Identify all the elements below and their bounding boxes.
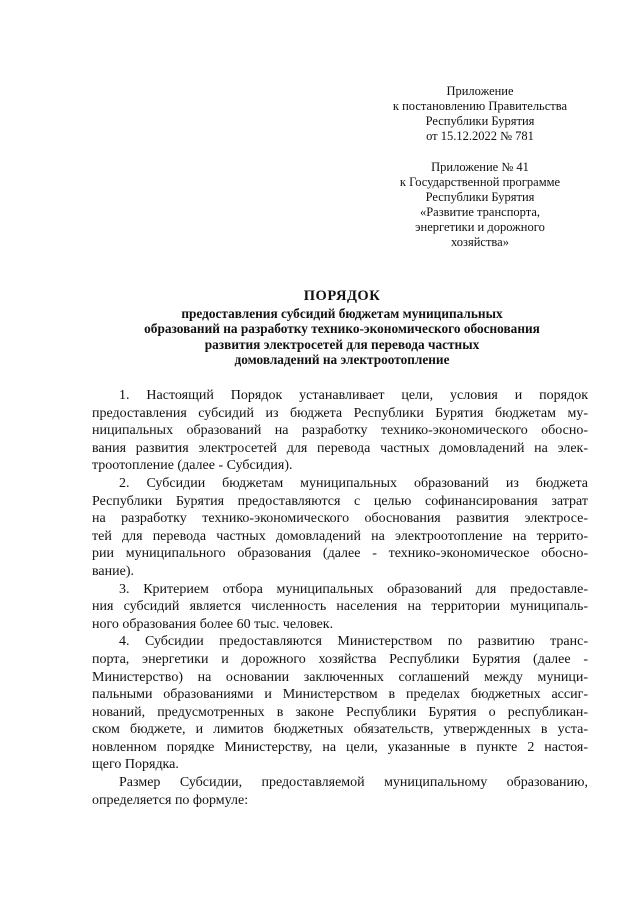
program-header-line: Республики Бурятия [425,190,535,204]
text-line: ния субсидий является численность населения на территории муниципаль- [92,599,588,615]
text-line: нований, предусмотренных в законе Республики Бурятия о республикан- [92,704,588,720]
title-subtitle-line: предоставления субсидий бюджетам муниципальных [181,305,503,321]
text-line: 1. Настоящий Порядок устанавливает цели, условия и порядок [119,388,588,403]
text-line: ного образования более 60 тыс. человек. [92,616,334,632]
text-line: Размер Субсидии, предоставляемой муниципальному образованию, [119,775,588,791]
text-line: ском бюджете, и лимитов бюджетных обязательств, утвержденных в уста- [92,722,588,738]
text-line: пальными образованиями и Министерством в пределах бюджетных ассиг- [92,687,588,703]
paragraph-1 [92,387,588,475]
paragraph-3 [92,581,588,634]
program-header-line: «Развитие транспорта, [419,205,541,219]
document-title [80,289,604,368]
paragraph-5 [92,774,588,809]
appendix-header-line: от 15.12.2022 № 781 [426,129,534,143]
paragraph-4 [92,633,588,774]
appendix-header-line: Республики Бурятия [425,114,535,128]
text-line: новленном порядке Министерству, на цели, указанные в пункте 2 настоя- [92,739,588,755]
text-line: 2. Субсидии бюджетам муниципальных образований из бюджета [119,475,588,491]
program-header-line: Приложение № 41 [431,160,529,174]
program-header [360,160,600,250]
title-subtitle-line: домовладений на электроотопление [234,352,450,368]
text-line: троотопление (далее - Субсидия). [92,458,293,474]
text-line: ниципальных образований на разработку технико-экономического обосно- [92,423,588,439]
title-subtitle-line: развития электросетей для перевода частных [204,336,480,352]
text-line: вания развития электросетей для перевода частных домовладений на элек- [92,440,588,456]
title-main: ПОРЯДОК [303,288,381,304]
text-line: порта, энергетики и дорожного хозяйства Республики Бурятия (далее - [92,651,588,667]
text-line: Республики Бурятия предоставляются с целью софинансирования затрат [92,493,588,509]
document-body [92,387,588,809]
text-line: 4. Субсидии предоставляются Министерством по развитию транс- [119,634,588,650]
text-line: щего Порядка. [92,757,179,773]
program-header-line: к Государственной программе [399,175,561,189]
text-line: определяется по формуле: [92,792,249,808]
appendix-header-line: Приложение [446,84,514,98]
text-line: на разработку технико-экономического обоснования развития электросе- [92,511,588,527]
text-line: рии муниципального образования (далее - технико-экономическое обосно- [92,546,588,562]
text-line: тей для перевода частных домовладений на электроотопление на террито- [92,528,588,544]
appendix-header-line: к постановлению Правительства [392,99,568,113]
text-line: 3. Критерием отбора муниципальных образований для предоставле- [119,581,588,597]
program-header-line: энергетики и дорожного [415,220,545,234]
program-header-line: хозяйства» [451,235,509,249]
title-subtitle-line: образований на разработку технико-экономического обоснования [144,321,540,337]
paragraph-2 [92,475,588,581]
text-line: предоставления субсидий из бюджета Республики Бурятия бюджетам му- [92,405,588,421]
text-line: Министерство) на основании заключенных соглашений между муници- [92,669,588,685]
text-line: вание). [92,563,134,579]
appendix-header [360,84,600,144]
